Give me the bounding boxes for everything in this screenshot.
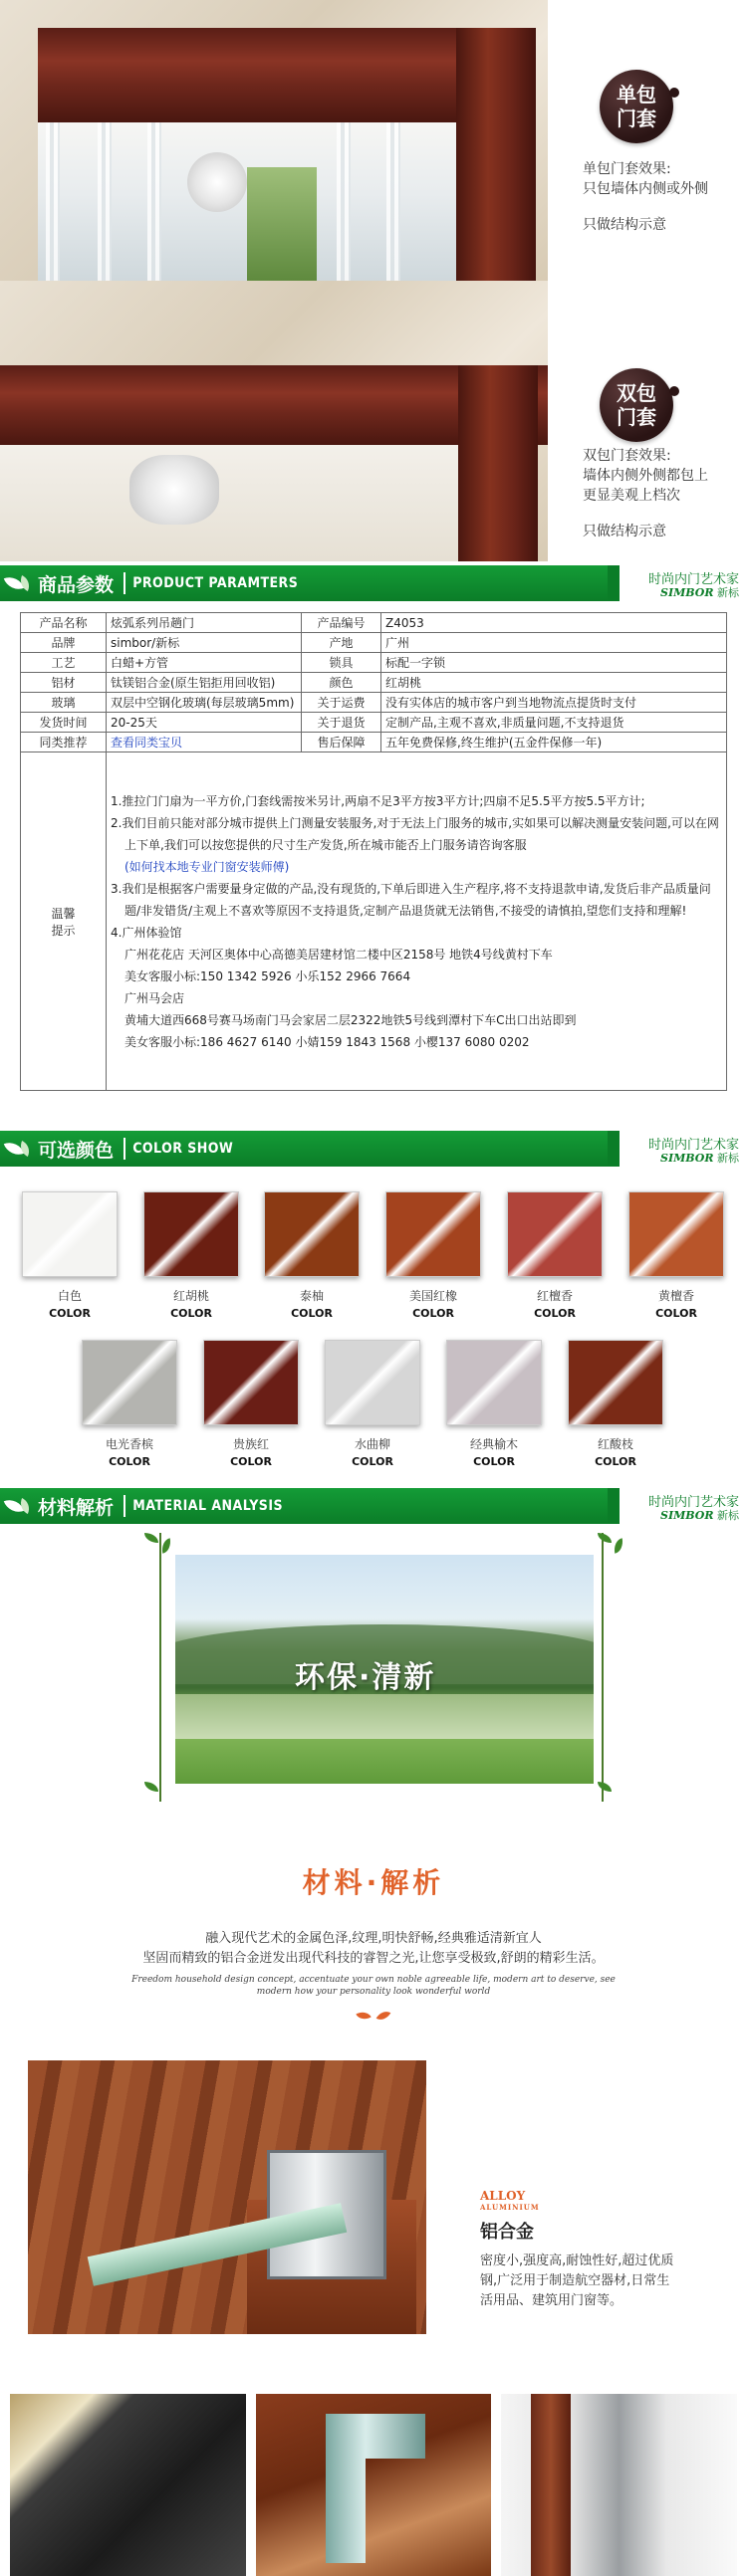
- eco-landscape-image: [175, 1555, 594, 1784]
- color-swatch: [628, 1191, 724, 1277]
- param-key: 铝材: [21, 673, 107, 693]
- single-frame-desc-line1: 单包门套效果:: [583, 161, 671, 177]
- param-key: 售后保障: [302, 733, 381, 752]
- profile-detail-photo-2: [256, 2394, 491, 2576]
- alloy-description: 密度小,强度高,耐蚀性好,超过优质钢,广泛用于制造航空器材,日常生活用品、建筑用门窗等。: [480, 2254, 674, 2308]
- colors-header-title: 可选颜色: [38, 1139, 115, 1162]
- store-2-address: 黄埔大道西668号赛马场南门马会家居二层2322地铁5号线到潭村下车C出口出站即到: [124, 1012, 577, 1027]
- double-frame-desc-line2: 墙体内侧外侧都包上: [583, 468, 708, 484]
- param-value: 红胡桃: [381, 673, 727, 693]
- params-row: [21, 613, 727, 633]
- params-row: [21, 673, 727, 693]
- param-key: 颜色: [302, 673, 381, 693]
- params-row: [21, 733, 727, 752]
- double-frame-desc-line1: 双包门套效果:: [583, 448, 671, 464]
- color-name: 红酸枝: [597, 1437, 633, 1451]
- leaf-icon: [613, 1538, 624, 1554]
- color-swatch: [568, 1340, 663, 1425]
- tip-1: 1.推拉门门扇为一平方价,门套线需按米另计,两扇不足3平方按3平方计;四扇不足5.5平方按5.5平方计;: [111, 793, 645, 808]
- single-frame-desc-line2: 只包墙体内侧或外侧: [583, 181, 708, 197]
- leaf-icon: [6, 1496, 36, 1516]
- color-name: 白色: [57, 1289, 82, 1303]
- vine-decoration: [602, 1533, 604, 1802]
- param-key: 工艺: [21, 653, 107, 673]
- color-name: 经典榆木: [469, 1437, 518, 1451]
- param-key: 锁具: [302, 653, 381, 673]
- color-name: 泰柚: [299, 1289, 324, 1303]
- param-key: 产品编号: [302, 613, 381, 633]
- installer-help-link[interactable]: (如何找本地专业门窗安装师傅): [124, 859, 290, 874]
- param-value: Z4053: [381, 613, 727, 633]
- tip-3: 3.我们是根据客户需要量身定做的产品,没有现货的,下单后即进入生产程序,将不支持退款申请,发货后非产品质量问题/非发错货/主观上不喜欢等原因不支持退货,定制产品退货就无法销售,不接受的请慎拍,望您们支持和理解!: [111, 881, 711, 918]
- double-frame-description: [583, 446, 742, 541]
- eco-text: 环保·清新: [295, 1660, 436, 1695]
- alloy-logo: ALLOY ALUMINIUM: [480, 2189, 540, 2212]
- store-2-contact: 美女客服小标:186 4627 6140 小婧159 1843 1568 小樱137 6080 0202: [124, 1034, 530, 1049]
- color-swatch: [264, 1191, 360, 1277]
- ornament-icon: [354, 2009, 393, 2023]
- brand-tag: 时尚内门艺术家 SIMBOR 新标: [608, 1131, 747, 1167]
- leaf-icon: [598, 1782, 612, 1792]
- param-value: 白蜡+方管: [107, 653, 302, 673]
- param-key: 品牌: [21, 633, 107, 653]
- colors-header-subtitle: COLOR SHOW: [132, 1141, 234, 1157]
- color-label: COLOR: [473, 1455, 515, 1468]
- color-label: COLOR: [352, 1455, 393, 1468]
- single-frame-description: [583, 159, 742, 235]
- double-frame-note: 只做结构示意: [583, 524, 666, 539]
- double-frame-desc-line3: 更显美观上档次: [583, 488, 680, 504]
- param-key: 关于运费: [302, 693, 381, 713]
- leaf-icon: [6, 573, 36, 593]
- vine-decoration: [159, 1533, 161, 1802]
- single-frame-badge: 单包 门套: [600, 70, 673, 143]
- color-swatch: [507, 1191, 603, 1277]
- leaf-icon: [144, 1533, 158, 1543]
- alloy-name: 铝合金: [480, 2222, 534, 2243]
- store-1-contact: 美女客服小标:150 1342 5926 小乐152 2966 7664: [124, 968, 411, 983]
- color-name: 贵族红: [232, 1437, 269, 1451]
- tips-content: [107, 752, 727, 1091]
- color-label: COLOR: [230, 1455, 272, 1468]
- color-swatch: [385, 1191, 481, 1277]
- param-key: 产地: [302, 633, 381, 653]
- color-label: COLOR: [595, 1455, 636, 1468]
- color-name: 黄檀香: [657, 1289, 694, 1303]
- brand-tag: 时尚内门艺术家 SIMBOR 新标: [608, 565, 747, 601]
- color-name: 红胡桃: [172, 1289, 209, 1303]
- single-frame-note: 只做结构示意: [583, 217, 666, 233]
- color-swatch: [203, 1340, 299, 1425]
- params-section-header: [0, 565, 747, 601]
- param-key: 关于退货: [302, 713, 381, 733]
- param-value: 广州: [381, 633, 727, 653]
- param-value: 五年免费保修,终生维护(五金件保修一年): [381, 733, 727, 752]
- param-value: 20-25天: [107, 713, 302, 733]
- params-row: [21, 633, 727, 653]
- param-value: 炫弧系列吊趟门: [107, 613, 302, 633]
- param-value: 钛镁铝合金(原生铝拒用回收铝): [107, 673, 302, 693]
- color-name: 水曲柳: [354, 1437, 390, 1451]
- material-header-title: 材料解析: [38, 1496, 115, 1519]
- colors-section-header: [0, 1131, 747, 1167]
- param-value: 没有实体店的城市客户到当地物流点提货时支付: [381, 693, 727, 713]
- single-frame-photo: [0, 0, 548, 281]
- param-key: 发货时间: [21, 713, 107, 733]
- leaf-icon: [6, 1139, 36, 1159]
- color-swatch: [446, 1340, 542, 1425]
- brand-tag: 时尚内门艺术家 SIMBOR 新标: [608, 1488, 747, 1524]
- leaf-icon: [160, 1538, 172, 1554]
- color-label: COLOR: [49, 1307, 91, 1320]
- param-key: 产品名称: [21, 613, 107, 633]
- param-key: 同类推荐: [21, 733, 107, 752]
- material-analysis-text: 融入现代艺术的金属色泽,纹理,明快舒畅,经典雅适清新宜人 坚固而精致的铝合金迸发出现代科技的睿智之光,让您享受极致,舒朗的精彩生活。: [142, 1931, 605, 1966]
- tips-label: 温馨 提示: [21, 752, 107, 1091]
- params-header-title: 商品参数: [38, 573, 115, 596]
- double-frame-badge: 双包 门套: [600, 368, 673, 442]
- color-swatch: [22, 1191, 118, 1277]
- params-row: [21, 713, 727, 733]
- tip-2: 2.我们目前只能对部分城市提供上门测量安装服务,对于无法上门服务的城市,实如果可以解决测量安装问题,可以在网上下单,我们可以按您提供的尺寸生产发货,所在城市能否上门服务请咨询客服 (如何找本地专业门窗安装师傅): [111, 815, 719, 874]
- material-analysis-title: 材料·解析: [302, 1866, 445, 1899]
- color-swatch: [143, 1191, 239, 1277]
- profile-detail-photo-1: [10, 2394, 246, 2576]
- params-row: [21, 693, 727, 713]
- param-value: 标配一字锁: [381, 653, 727, 673]
- params-row: [21, 653, 727, 673]
- color-name: 红檀香: [536, 1289, 573, 1303]
- param-value[interactable]: 查看同类宝贝: [107, 733, 302, 752]
- param-value: 双层中空钢化玻璃(每层玻璃5mm): [107, 693, 302, 713]
- profile-detail-photo-3: [501, 2394, 737, 2576]
- color-name: 美国红橡: [408, 1289, 457, 1303]
- color-label: COLOR: [534, 1307, 576, 1320]
- param-value: simbor/新标: [107, 633, 302, 653]
- color-name: 电光香槟: [105, 1437, 153, 1451]
- color-label: COLOR: [291, 1307, 333, 1320]
- params-header-subtitle: PRODUCT PARAMTERS: [132, 575, 299, 591]
- tips-row: [21, 752, 727, 1091]
- material-section-header: [0, 1488, 747, 1524]
- tip-4: 4.广州体验馆: [111, 925, 182, 940]
- material-header-subtitle: MATERIAL ANALYSIS: [132, 1498, 284, 1514]
- single-frame-section: [0, 0, 747, 281]
- color-swatch: [325, 1340, 420, 1425]
- color-label: COLOR: [655, 1307, 697, 1320]
- double-frame-photo: [0, 281, 548, 561]
- color-swatch: [82, 1340, 177, 1425]
- product-params-table: [20, 612, 727, 1091]
- leaf-icon: [598, 1533, 612, 1543]
- store-1-address: 广州花花店 天河区奥体中心高德美居建材馆二楼中区2158号 地铁4号线黄村下车: [124, 947, 553, 962]
- color-label: COLOR: [109, 1455, 150, 1468]
- param-value: 定制产品,主观不喜欢,非质量问题,不支持退货: [381, 713, 727, 733]
- param-key: 玻璃: [21, 693, 107, 713]
- color-label: COLOR: [170, 1307, 212, 1320]
- store-2-title: 广州马会店: [124, 990, 185, 1005]
- alloy-profile-photo: [28, 2060, 426, 2334]
- material-analysis-english: Freedom household design concept, accentuate your own noble agreeable life, modern art to deserve, see modern how your personality look wonderful world: [131, 1975, 616, 1997]
- double-frame-section: [0, 281, 747, 561]
- leaf-icon: [144, 1782, 158, 1792]
- color-label: COLOR: [412, 1307, 454, 1320]
